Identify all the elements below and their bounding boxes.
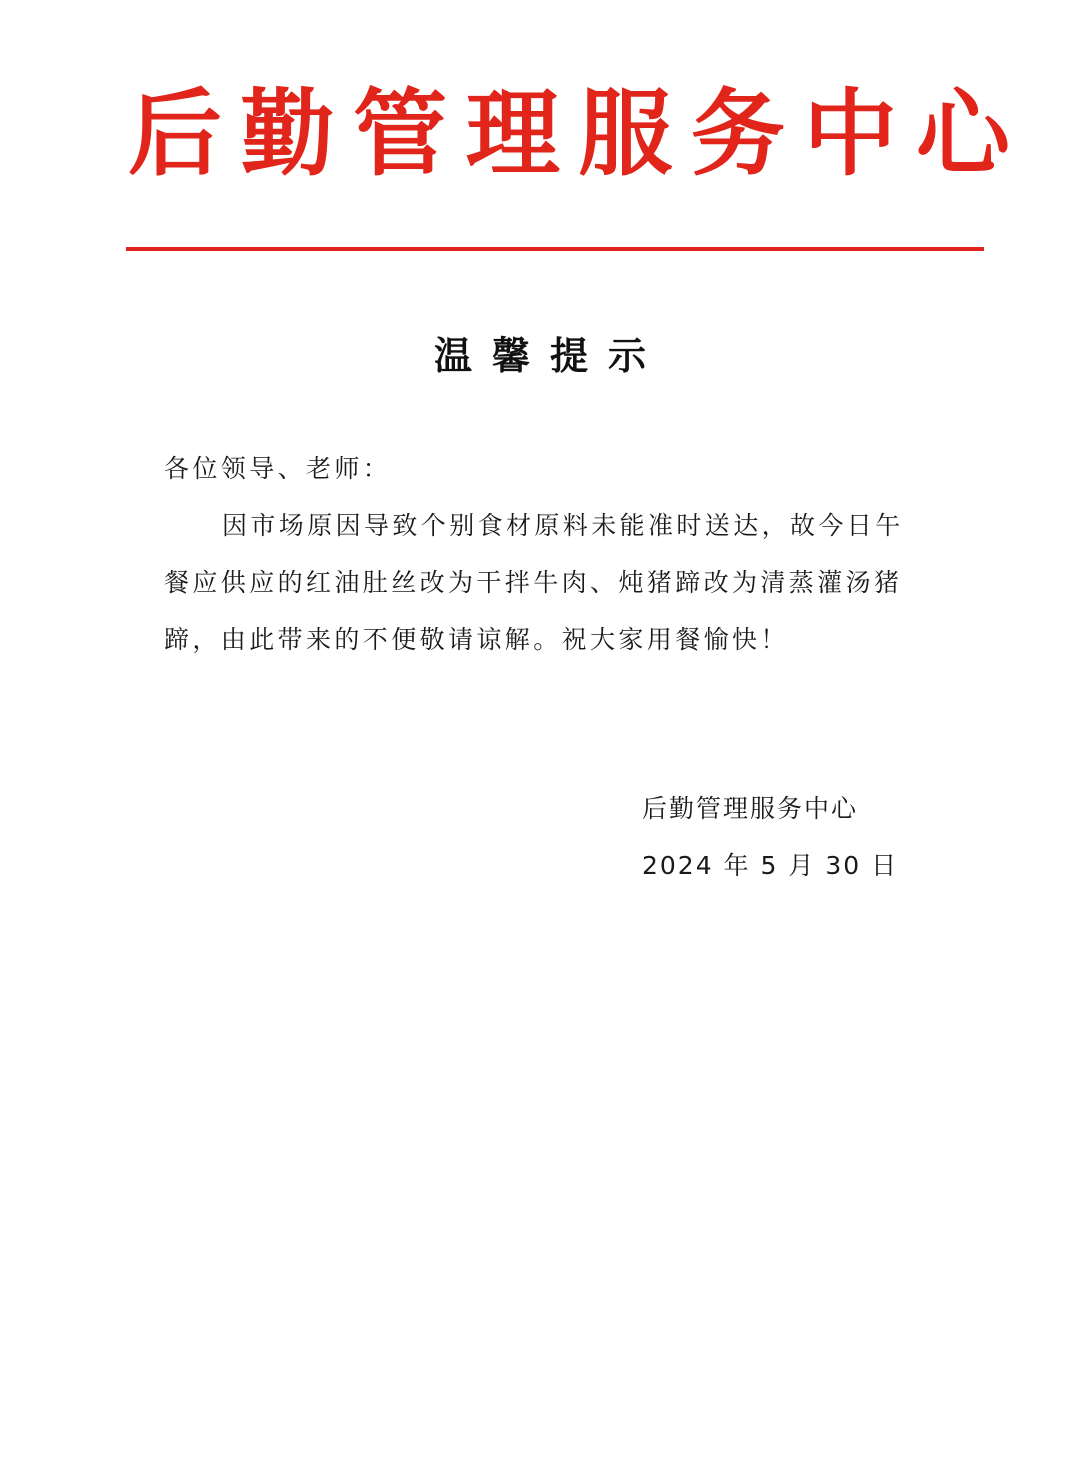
signature-block (642, 780, 898, 894)
letterhead-char: 中 (803, 79, 898, 189)
notice-title: 温馨提示 (433, 334, 666, 378)
signature-org: 后勤管理服务中心 (642, 794, 859, 823)
letterhead-char: 管 (353, 79, 448, 189)
body-paragraph: 因市场原因导致个别食材原料未能准时送达，故今日午餐应供应的红油肚丝改为干拌牛肉、炖猪蹄改为清蒸灌汤猪蹄，由此带来的不便敬请谅解。祝大家用餐愉快！ (164, 511, 904, 654)
salutation: 各位领导、老师： (164, 454, 392, 483)
letterhead-char: 后 (128, 79, 223, 189)
letterhead-char: 务 (690, 79, 785, 189)
letterhead-char: 勤 (240, 79, 335, 189)
signature-date: 2024 年 5 月 30 日 (642, 851, 899, 880)
letterhead-char: 心 (915, 79, 1010, 189)
letterhead-char: 服 (578, 79, 673, 189)
letter-body (164, 440, 920, 668)
letterhead-title (128, 79, 1010, 189)
letterhead-divider (126, 247, 984, 251)
letterhead-char: 理 (465, 79, 560, 189)
